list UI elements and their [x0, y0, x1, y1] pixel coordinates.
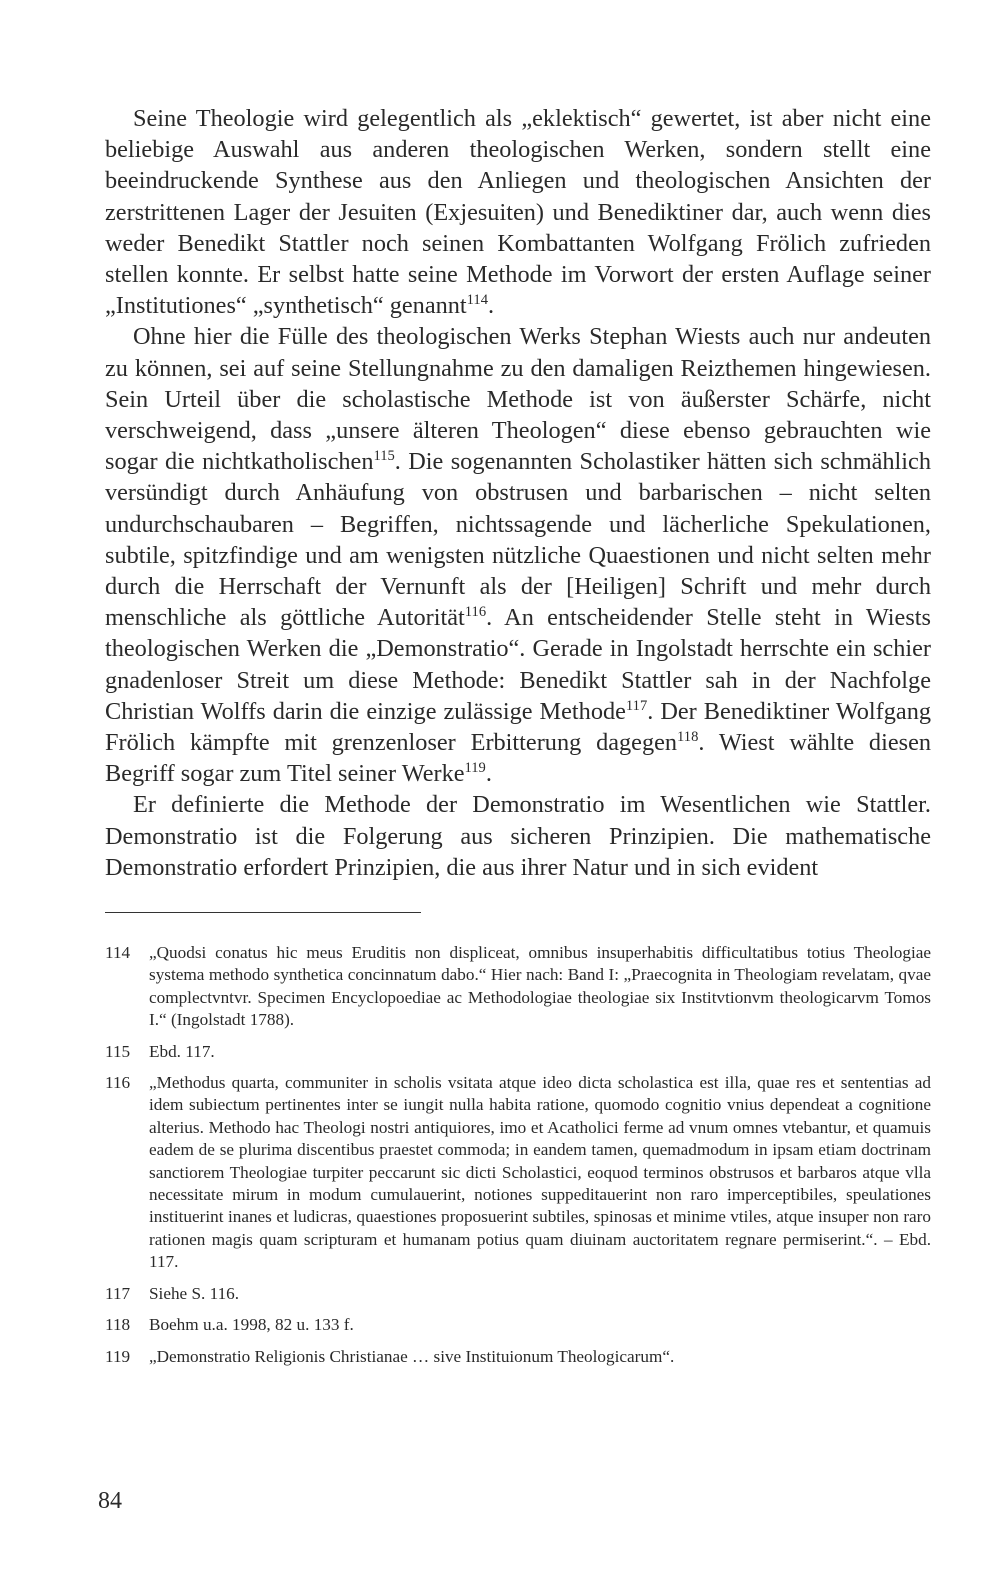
footnote-text: „Demonstratio Religionis Christianae … sive Instituionum Theologicarum“. [149, 1346, 675, 1366]
footnote-reference: 114 [466, 292, 488, 309]
body-text-segment: . [485, 760, 492, 788]
body-text-segment: . Die sogenannten Scholastiker hätten sich schmählich versündigt durch Anhäufung von obstrusen und barbarischen – nicht selten undurchschaubaren – Begriffen, nichtssagende und lächerliche Spekulationen, subtile, spitzfindige und am wenigsten nützliche Quaestionen und nicht selten mehr durch die Herrschaft der Vernunft als der [Heiligen] Schrift und mehr durch menschliche als göttliche Autorität [105, 448, 931, 632]
body-text-segment: . Der Benediktiner Wolfgang Frölich kämpfte mit grenzenloser Erbitterung dagegen [105, 697, 932, 757]
page-number: 84 [98, 1488, 122, 1514]
footnote-118 [105, 1314, 931, 1336]
footnote-reference: 116 [464, 604, 487, 621]
footnote-reference: 115 [373, 448, 395, 465]
footnote-115 [105, 1041, 931, 1063]
footnote-114 [105, 942, 931, 1032]
footnotes [105, 942, 931, 1377]
footnote-116 [105, 1072, 931, 1274]
footnote-text: Boehm u.a. 1998, 82 u. 133 f. [149, 1315, 354, 1335]
footnote-text: Siehe S. 116. [149, 1283, 240, 1303]
footnote-number: 117 [105, 1283, 131, 1303]
footnote-reference: 118 [677, 728, 699, 745]
footnote-text: „Quodsi conatus hic meus Eruditis non displiceat, omnibus insuperhabitis difficultatibus totius Theologiae systema methodo synthetica concinnatum dabo.“ Hier nach: Band I: „Praecognita in Theologiam revelatam, qvae complectvntvr. Specimen Encyclopoediae ac Methodologiae theologiae six Institvtionvm theologicarvm Tomos I.“ (Ingolstadt 1788). [149, 943, 931, 1030]
footnote-number: 119 [105, 1346, 131, 1366]
body-paragraph [105, 789, 931, 883]
body-text-segment: Ohne hier die Fülle des theologischen Werks Stephan Wiests auch nur andeuten zu können, sei auf seine Stellungnahme zu den damaligen Reizthemen hingewiesen. Sein Urteil über die scholastische Methode ist von äußerster Schärfe, nicht verschweigend, dass „unsere älteren Theologen“ diese ebenso gebrauchten wie sogar die nichtkatholischen [105, 323, 931, 476]
footnote-reference: 119 [464, 760, 486, 777]
body-paragraph [105, 321, 931, 789]
footnote-119 [105, 1346, 931, 1368]
footnote-separator [105, 912, 421, 913]
footnote-number: 114 [105, 943, 131, 962]
body-text-segment: Seine Theologie wird gelegentlich als „eklektisch“ gewertet, ist aber nicht eine beliebige Auswahl aus anderen theologischen Werken, sondern stellt eine beeindruckende Synthese aus den Anliegen und theologischen Ansichten der zerstrittenen Lager der Jesuiten (Exjesuiten) und Benediktiner dar, auch wenn dies weder Benedikt Stattler noch seinen Kombattanten Wolfgang Frölich zufrieden stellen konnte. Er selbst hatte seine Methode im Vorwort der ersten Auflage seiner „Institutiones“ „synthetisch“ genannt [105, 105, 931, 320]
footnote-number: 116 [105, 1073, 131, 1093]
footnote-number: 118 [105, 1315, 131, 1335]
footnote-number: 115 [105, 1041, 131, 1061]
body-text-segment: Er definierte die Methode der Demonstratio im Wesentlichen wie Stattler. Demonstratio ist die Folgerung aus sicheren Prinzipien. Die mathematische Demonstratio erfordert Prinzipien, die aus ihrer Natur und in sich evident [105, 791, 931, 881]
footnote-117 [105, 1283, 931, 1305]
body-text-segment: . [487, 292, 495, 320]
body-text [105, 103, 931, 883]
footnote-text: Ebd. 117. [149, 1041, 215, 1061]
body-text-segment: . An entscheidender Stelle steht in Wiests theologischen Werken die „Demonstratio“. Gerade in Ingolstadt herrschte ein schier gnadenloser Streit um diese Methode: Benedikt Stattler sah in der Nachfolge Christian Wolffs darin die einzige zulässige Methode [105, 604, 931, 725]
body-paragraph [105, 103, 931, 321]
footnote-text: „Methodus quarta, communiter in scholis vsitata atque ideo dicta scholastica est illa, quae res et sententias ad idem subiectum pertinentes inter se iungit nulla habita ratione, quomodo cognitio vnius dependeat a cognitione alterius. Methodo hac Theologi nostri antiquiores, imo et Acatholici ferme ad vnum omnes vtebantur, et quamuis eadem de se plurima discentibus praestet commoda; in eandem tamen, quemadmodum in ipsam etiam doctrinam sanctiorem Theologiae turpiter peccarunt sic dicti Scholastici, eoquod terminos obstrusos et barbaros atque vlla necessitate mirum in modum cumulauerint, notiones suppeditauerint non raro imperceptibiles, speulationes instituerint inanes et ludicras, quaestiones proposuerint subtiles, spinosas et minime vtiles, atque insuper non raro rationen magis quam scripturam et humanam potius quam diuinam auctoritatem regnare permiserint.“. – Ebd. 117. [149, 1073, 931, 1272]
body-text-segment: . Wiest wählte diesen Begriff sogar zum Titel seiner Werke [105, 729, 931, 788]
footnote-reference: 117 [625, 697, 648, 714]
